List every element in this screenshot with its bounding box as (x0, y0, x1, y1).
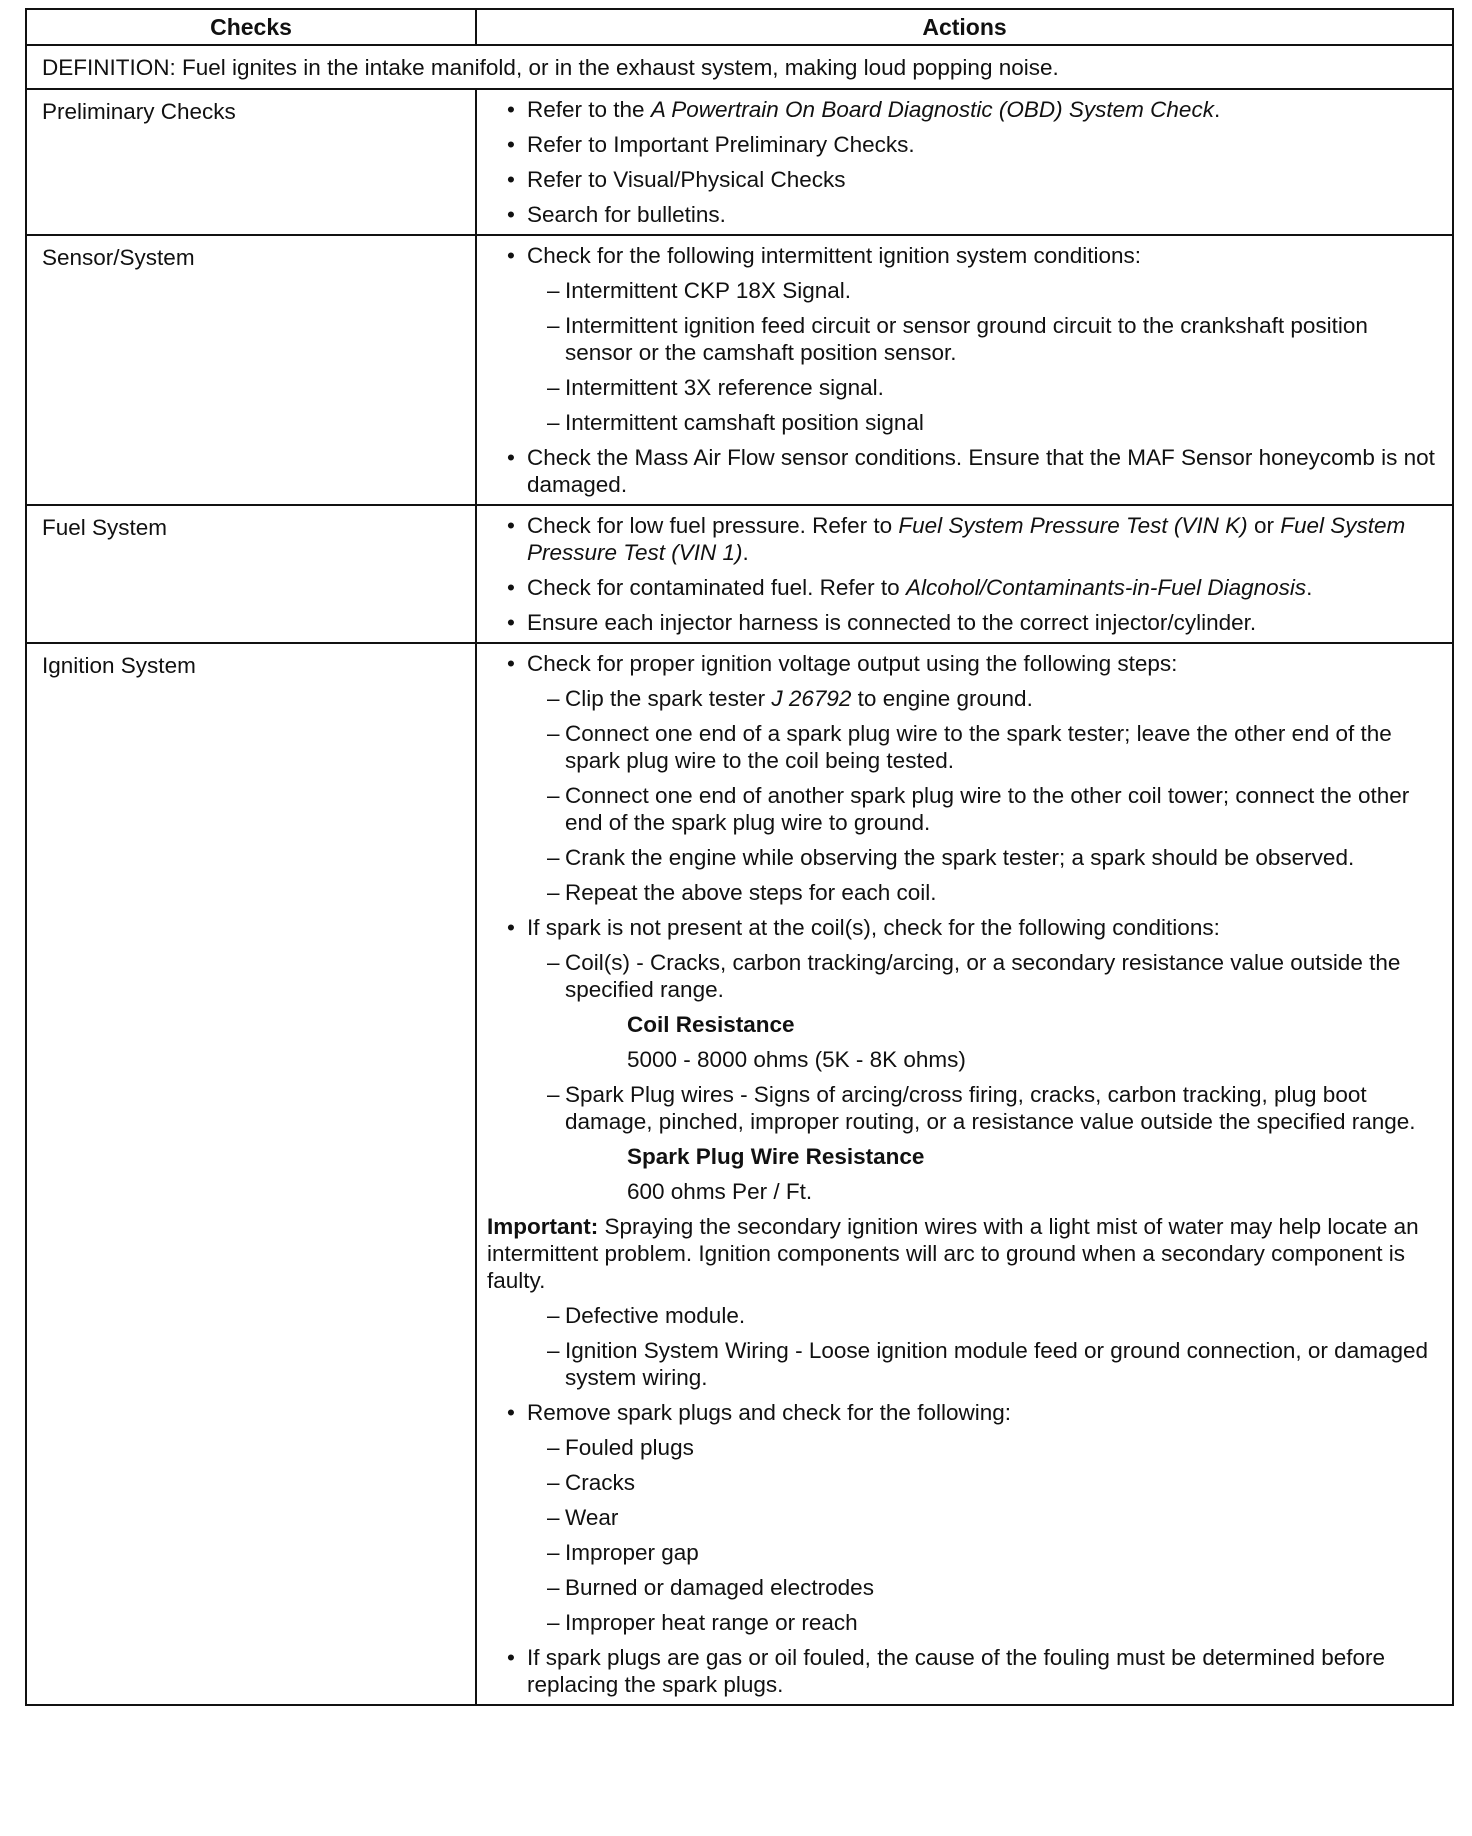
action-text: Clip the spark tester (565, 686, 772, 711)
reference-text: Alcohol/Contaminants-in-Fuel Diagnosis (905, 575, 1307, 600)
reference-text: Fuel System Pressure Test (VIN K) (898, 513, 1248, 538)
reference-text: Fuel System Pressure Test (VIN 1) (527, 513, 1406, 565)
check-cell-ignition-system: Ignition System (26, 643, 476, 1705)
bullet-item (487, 166, 1438, 193)
action-text: Intermittent 3X reference signal. (565, 375, 884, 400)
action-text: Intermittent CKP 18X Signal. (565, 278, 851, 303)
actions-cell (476, 505, 1453, 643)
action-text: Defective module. (565, 1303, 746, 1328)
bullet-item (487, 96, 1438, 123)
action-text: Spark Plug wires - Signs of arcing/cross firing, cracks, carbon tracking, plug boot damage, pinched, improper routing, or a resistance value outside the specified range. (565, 1082, 1416, 1134)
sub-item (487, 374, 1438, 401)
bullet-item (487, 650, 1438, 677)
sub-item (487, 1434, 1438, 1461)
bullet-item (487, 914, 1438, 941)
action-text: to engine ground. (851, 686, 1033, 711)
sub-item (487, 1574, 1438, 1601)
header-row (26, 9, 1453, 45)
table-row (26, 235, 1453, 505)
table-row (26, 89, 1453, 235)
reference-text: A Powertrain On Board Diagnostic (OBD) System Check (650, 97, 1214, 122)
actions-header: Actions (476, 9, 1453, 45)
bullet-item (487, 444, 1438, 498)
actions-cell (476, 235, 1453, 505)
bullet-item (487, 1644, 1438, 1698)
sub-item (487, 277, 1438, 304)
action-text: 600 ohms Per / Ft. (627, 1179, 813, 1204)
sub-item (487, 844, 1438, 871)
bullet-item (487, 201, 1438, 228)
action-text: Refer to Important Preliminary Checks. (527, 132, 915, 157)
action-text: 5000 - 8000 ohms (5K - 8K ohms) (627, 1047, 966, 1072)
sub-item (487, 685, 1438, 712)
bullet-item (487, 512, 1438, 566)
check-cell-preliminary-checks: Preliminary Checks (26, 89, 476, 235)
action-text: If spark is not present at the coil(s), check for the following conditions: (527, 915, 1220, 940)
sub-item (487, 312, 1438, 366)
action-text: Check for contaminated fuel. Refer to (527, 575, 906, 600)
sub-item (487, 1337, 1438, 1391)
action-text: Check the Mass Air Flow sensor conditions. Ensure that the MAF Sensor honeycomb is not damaged. (527, 445, 1435, 497)
action-text: Cracks (565, 1470, 636, 1495)
action-text: Crank the engine while observing the spark tester; a spark should be observed. (565, 845, 1355, 870)
checks-header: Checks (26, 9, 476, 45)
bullet-item (487, 609, 1438, 636)
action-text: Coil(s) - Cracks, carbon tracking/arcing, or a secondary resistance value outside the specified range. (565, 950, 1401, 1002)
actions-cell (476, 89, 1453, 235)
action-text: Improper heat range or reach (565, 1610, 858, 1635)
sub-item (487, 1609, 1438, 1636)
action-text: Remove spark plugs and check for the following: (527, 1400, 1012, 1425)
action-text: Ensure each injector harness is connected to the correct injector/cylinder. (527, 610, 1257, 635)
sub-item (487, 1302, 1438, 1329)
definition-row (26, 45, 1453, 89)
spec-line (487, 1011, 1438, 1038)
action-text: Ignition System Wiring - Loose ignition module feed or ground connection, or damaged system wiring. (565, 1338, 1428, 1390)
sub-item (487, 782, 1438, 836)
sub-item (487, 720, 1438, 774)
check-cell-sensor-system: Sensor/System (26, 235, 476, 505)
sub-item (487, 1469, 1438, 1496)
bullet-item (487, 131, 1438, 158)
action-text: Connect one end of a spark plug wire to the spark tester; leave the other end of the spark plug wire to the coil being tested. (565, 721, 1392, 773)
sub-item (487, 1081, 1438, 1135)
action-text: Spark Plug Wire Resistance (627, 1144, 925, 1169)
action-text: If spark plugs are gas or oil fouled, the cause of the fouling must be determined before replacing the spark plugs. (527, 1645, 1386, 1697)
action-text: Intermittent ignition feed circuit or sensor ground circuit to the crankshaft position sensor or the camshaft position sensor. (565, 313, 1368, 365)
sub-item (487, 949, 1438, 1003)
action-text: . (1306, 575, 1313, 600)
sub-item (487, 1504, 1438, 1531)
action-text: Connect one end of another spark plug wire to the other coil tower; connect the other end of the spark plug wire to ground. (565, 783, 1410, 835)
action-text: Wear (565, 1505, 619, 1530)
diagnostic-table (25, 8, 1454, 1706)
bullet-item (487, 1399, 1438, 1426)
spec-line (487, 1178, 1438, 1205)
spec-line (487, 1046, 1438, 1073)
action-text: Intermittent camshaft position signal (565, 410, 924, 435)
check-cell-fuel-system: Fuel System (26, 505, 476, 643)
action-text: Search for bulletins. (527, 202, 726, 227)
action-text: or (1247, 513, 1281, 538)
action-text: Check for the following intermittent ignition system conditions: (527, 243, 1142, 268)
bullet-item (487, 242, 1438, 269)
action-text: Refer to Visual/Physical Checks (527, 167, 846, 192)
note-paragraph (487, 1213, 1438, 1294)
action-text: Burned or damaged electrodes (565, 1575, 874, 1600)
table-row (26, 643, 1453, 1705)
action-text: Coil Resistance (627, 1012, 795, 1037)
bullet-item (487, 574, 1438, 601)
action-text: Refer to the (527, 97, 651, 122)
action-text: Spraying the secondary ignition wires with a light mist of water may help locate an intermittent problem. Ignition components will arc to ground when a secondary component is faulty. (487, 1214, 1419, 1293)
action-text: Check for low fuel pressure. Refer to (527, 513, 899, 538)
sub-item (487, 1539, 1438, 1566)
actions-cell (476, 643, 1453, 1705)
action-text: . (1213, 97, 1221, 122)
important-label: Important: (487, 1214, 599, 1239)
action-text: . (742, 540, 749, 565)
reference-text: J 26792 (771, 686, 852, 711)
sub-item (487, 879, 1438, 906)
action-text: Repeat the above steps for each coil. (565, 880, 937, 905)
definition-text: DEFINITION: Fuel ignites in the intake manifold, or in the exhaust system, making loud popping noise. (26, 45, 1453, 89)
sub-item (487, 409, 1438, 436)
table-row (26, 505, 1453, 643)
action-text: Improper gap (565, 1540, 699, 1565)
spec-line (487, 1143, 1438, 1170)
action-text: Fouled plugs (565, 1435, 694, 1460)
action-text: Check for proper ignition voltage output using the following steps: (527, 651, 1178, 676)
